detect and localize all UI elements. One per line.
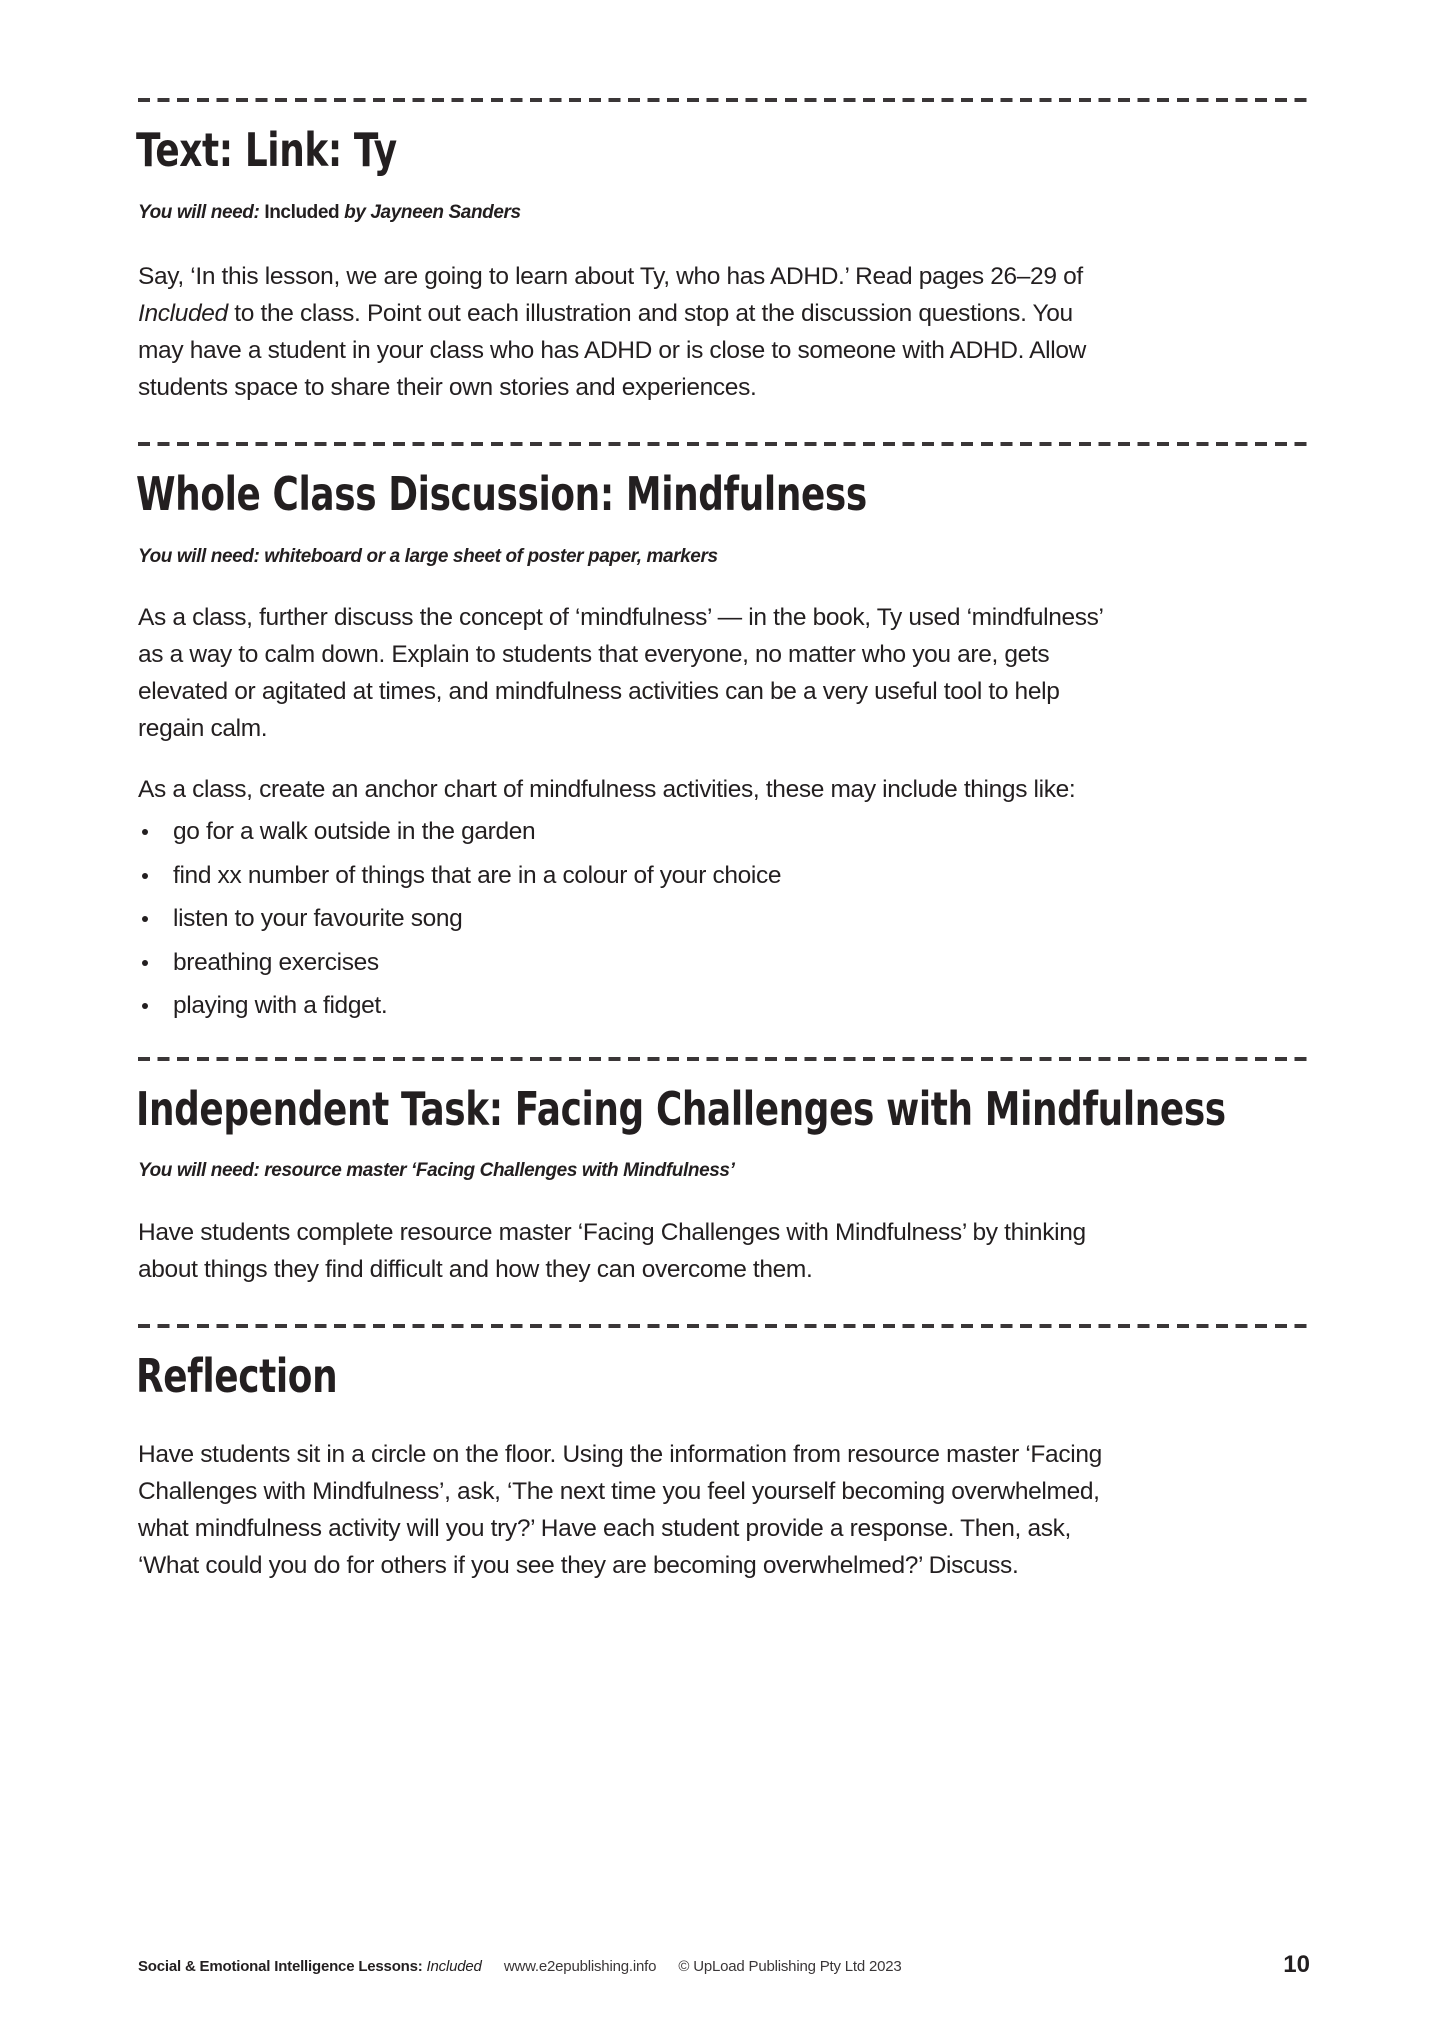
list-item — [138, 810, 781, 854]
section-heading-whole-class-discussion: Whole Class Discussion: Mindfulness — [136, 467, 867, 521]
paragraph-line: Challenges with Mindfulness’, ask, ‘The next time you feel yourself becoming overwhelmed, — [138, 1478, 1100, 1505]
you-will-need-whole-class-discussion: You will need: whiteboard or a large sheet of poster paper, markers — [138, 546, 718, 567]
list-item-text: breathing exercises — [173, 948, 379, 976]
paragraph-line: elevated or agitated at times, and mindfulness activities can be a very useful tool to help — [138, 678, 1060, 705]
you-will-need-independent-task: You will need: resource master ‘Facing Challenges with Mindfulness’ — [138, 1160, 735, 1181]
footer-copyright: © UpLoad Publishing Pty Ltd 2023 — [678, 1958, 902, 1975]
paragraph-line: As a class, further discuss the concept of ‘mindfulness’ — in the book, Ty used ‘mindfulness’ — [138, 604, 1104, 631]
paragraph-line: about things they find difficult and how they can overcome them. — [138, 1256, 813, 1283]
you-will-need-text-link — [138, 201, 521, 225]
section-heading-independent-task: Independent Task: Facing Challenges with Mindfulness — [136, 1082, 1226, 1136]
list-item — [138, 854, 781, 898]
section-divider — [138, 98, 1310, 102]
list-item — [138, 984, 781, 1028]
reflection-paragraph — [138, 1436, 1338, 1584]
list-item — [138, 897, 781, 941]
text-link-paragraph — [138, 258, 1338, 406]
you-will-need-author: by Jayneen Sanders — [344, 202, 521, 223]
footer-series-italic: Included — [426, 1958, 482, 1975]
bullet-icon — [142, 829, 148, 835]
paragraph-line: Have students sit in a circle on the floor. Using the information from resource master ‘Facing — [138, 1441, 1102, 1468]
section-heading-text-link: Text: Link: Ty — [136, 123, 397, 177]
section-divider — [138, 1324, 1310, 1328]
section-divider — [138, 442, 1310, 446]
paragraph-line: As a class, create an anchor chart of mindfulness activities, these may include things like: — [138, 776, 1076, 803]
paragraph-line: ‘What could you do for others if you see they are becoming overwhelmed?’ Discuss. — [138, 1552, 1019, 1579]
paragraph-line: Say, ‘In this lesson, we are going to learn about Ty, who has ADHD.’ Read pages 26–29 of — [138, 263, 1083, 290]
bullet-icon — [142, 1003, 148, 1009]
section-heading-reflection: Reflection — [136, 1349, 338, 1403]
paragraph-line: what mindfulness activity will you try?’ Have each student provide a response. Then, ask, — [138, 1515, 1071, 1542]
list-item-text: playing with a fidget. — [173, 992, 388, 1020]
bullet-icon — [142, 960, 148, 966]
paragraph-line: students space to share their own stories and experiences. — [138, 374, 757, 401]
you-will-need-book-title: Included — [264, 202, 340, 223]
paragraph-line: as a way to calm down. Explain to students that everyone, no matter who you are, gets — [138, 641, 1050, 668]
page-number: 10 — [1283, 1951, 1310, 1978]
discussion-paragraph — [138, 599, 1338, 747]
paragraph-line-rest: to the class. Point out each illustration and stop at the discussion questions. You — [227, 300, 1073, 327]
footer-url-link[interactable]: www.e2epublishing.info — [503, 1958, 657, 1975]
mindfulness-activities-list — [138, 810, 781, 1028]
book-title-italic: Included — [138, 300, 228, 327]
list-item — [138, 941, 781, 985]
footer-series-title — [138, 1958, 482, 1975]
page-footer — [138, 1951, 1310, 1980]
paragraph-line: may have a student in your class who has ADHD or is close to someone with ADHD. Allow — [138, 337, 1086, 364]
paragraph-line: regain calm. — [138, 715, 268, 742]
list-item-text: find xx number of things that are in a colour of your choice — [173, 861, 782, 889]
section-divider — [138, 1057, 1310, 1061]
you-will-need-label: You will need: — [138, 202, 260, 223]
bullet-icon — [142, 916, 148, 922]
footer-series-bold: Social & Emotional Intelligence Lessons: — [138, 1958, 423, 1975]
paragraph-line: Have students complete resource master ‘Facing Challenges with Mindfulness’ by thinking — [138, 1219, 1086, 1246]
list-item-text: listen to your favourite song — [173, 905, 463, 933]
independent-task-paragraph — [138, 1214, 1338, 1288]
paragraph-line — [138, 295, 1338, 332]
list-item-text: go for a walk outside in the garden — [173, 818, 536, 845]
anchor-chart-intro — [138, 771, 1338, 808]
bullet-icon — [142, 873, 148, 879]
